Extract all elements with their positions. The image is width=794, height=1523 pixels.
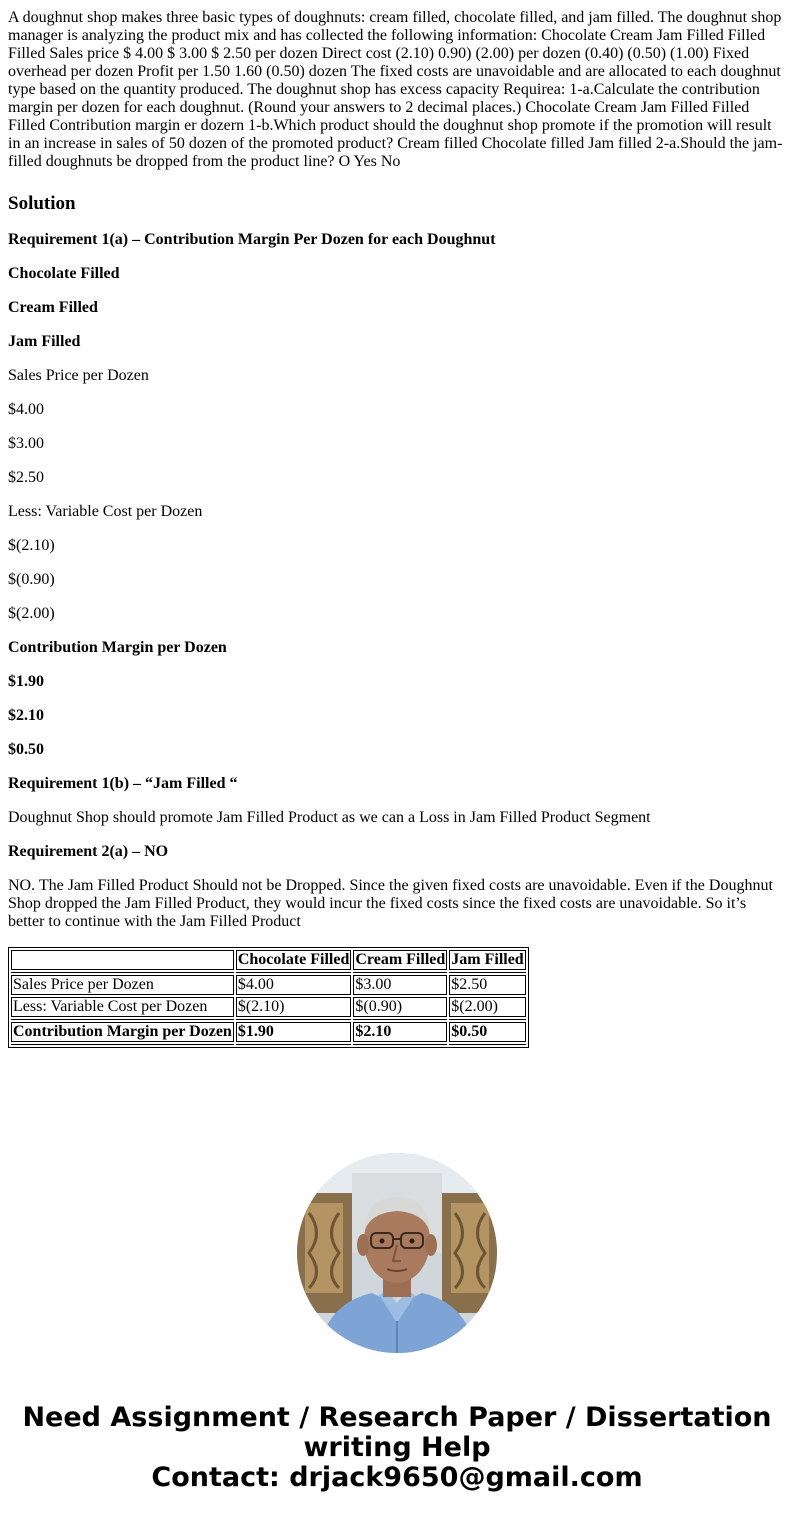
requirement-1b-title: Requirement 1(b) – “Jam Filled “ <box>8 775 238 792</box>
product-cream: Cream Filled <box>8 299 98 316</box>
help-banner <box>0 1403 794 1493</box>
requirement-1b-text: Doughnut Shop should promote Jam Filled Product as we can a Loss in Jam Filled Product Segment <box>8 809 651 826</box>
avatar-portrait-image <box>297 1153 497 1353</box>
variable-cost-cream: $(0.90) <box>8 571 55 588</box>
table-header-cell: Jam Filled <box>451 951 524 968</box>
contribution-margin-table <box>8 947 529 1048</box>
table-cell: $0.50 <box>449 1022 525 1042</box>
table-cell: $(2.00) <box>449 997 525 1017</box>
product-jam: Jam Filled <box>8 333 81 350</box>
product-chocolate: Chocolate Filled <box>8 265 120 282</box>
table-cell: Sales Price per Dozen <box>11 975 234 995</box>
table-cell: $3.00 <box>353 975 447 995</box>
table-row <box>11 1022 526 1042</box>
banner-line-1: Need Assignment / Research Paper / Dissertation <box>22 1402 772 1433</box>
variable-cost-chocolate: $(2.10) <box>8 537 55 554</box>
table-cell: $4.00 <box>236 975 352 995</box>
question-text: A doughnut shop makes three basic types of doughnuts: cream filled, chocolate filled, and jam filled. The doughnut shop manager is analyzing the product mix and has collected the following information: Chocolate Cream Jam Filled Filled Filled Sales price $ 4.00 $ 3.00 $ 2.50 per dozen Direct cost (2.10) 0.90) (2.00) per dozen (0.40) (0.50) (1.00) Fixed overhead per dozen Profit per 1.50 1.60 (0.50) dozen The fixed costs are unavoidable and are allocated to each doughnut type based on the quantity produced. The doughnut shop has excess capacity Requirea: 1-a.Calculate the contribution margin per dozen for each doughnut. (Round your answers to 2 decimal places.) Chocolate Cream Jam Filled Filled Filled Contribution margin er dozern 1-b.Which product should the doughnut shop promote if the promotion will result in an increase in sales of 50 dozen of the promoted product? Cream filled Chocolate filled Jam filled 2-a.Should the jam-filled doughnuts be dropped from the product line? O Yes No <box>8 9 783 170</box>
banner-contact[interactable]: Contact: drjack9650@gmail.com <box>151 1462 643 1493</box>
author-avatar <box>297 1153 497 1353</box>
sales-price-jam: $2.50 <box>8 469 44 486</box>
requirement-2a-title: Requirement 2(a) – NO <box>8 843 169 860</box>
banner-line-2: writing Help <box>303 1432 491 1463</box>
table-cell: $2.10 <box>353 1022 447 1042</box>
document-body <box>8 9 784 1048</box>
table-header-row <box>11 950 526 970</box>
table-header-cell: Cream Filled <box>355 951 446 968</box>
table-row <box>11 975 526 995</box>
sales-price-chocolate: $4.00 <box>8 401 44 418</box>
table-cell: $(0.90) <box>353 997 447 1017</box>
requirement-1a-title: Requirement 1(a) – Contribution Margin Per Dozen for each Doughnut <box>8 231 496 248</box>
table-header-cell: Chocolate Filled <box>237 951 350 968</box>
table-separator <box>11 1044 526 1045</box>
variable-cost-label: Less: Variable Cost per Dozen <box>8 503 203 520</box>
requirement-2a-text: NO. The Jam Filled Product Should not be Dropped. Since the given fixed costs are unavoidable. Even if the Doughnut Shop dropped the Jam Filled Product, they would incur the fixed costs since the fixed costs are unavoidable. So it’s better to continue with the Jam Filled Product <box>8 877 773 930</box>
table-cell: Contribution Margin per Dozen <box>13 1023 232 1040</box>
contribution-margin-jam: $0.50 <box>8 741 44 758</box>
variable-cost-jam: $(2.00) <box>8 605 55 622</box>
contribution-margin-chocolate: $1.90 <box>8 673 44 690</box>
sales-price-label: Sales Price per Dozen <box>8 367 149 384</box>
table-separator <box>11 1019 526 1020</box>
table-cell: Less: Variable Cost per Dozen <box>11 997 234 1017</box>
contribution-margin-cream: $2.10 <box>8 707 44 724</box>
solution-heading: Solution <box>8 193 76 214</box>
table-cell: $2.50 <box>449 975 525 995</box>
table-row <box>11 997 526 1017</box>
table-cell: $1.90 <box>236 1022 352 1042</box>
sales-price-cream: $3.00 <box>8 435 44 452</box>
table-header-cell <box>11 950 234 970</box>
table-separator <box>11 972 526 973</box>
contribution-margin-label: Contribution Margin per Dozen <box>8 639 227 656</box>
table-cell: $(2.10) <box>236 997 352 1017</box>
